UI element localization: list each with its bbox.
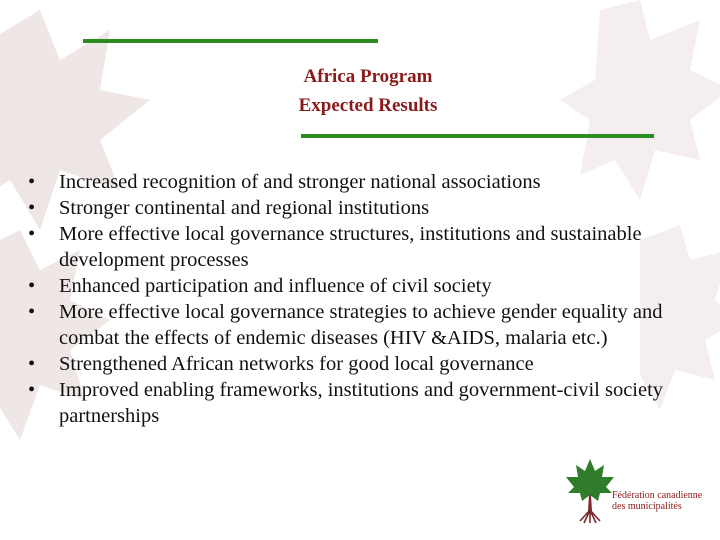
- slide-title: [190, 62, 546, 120]
- top-green-rule: [83, 39, 378, 43]
- bullet-item: [28, 221, 708, 273]
- logo-text-line-2: des municipalités: [612, 501, 682, 512]
- bullet-marker: •: [28, 171, 36, 193]
- bullet-text: Improved enabling frameworks, institutions and government-civil society partnerships: [59, 379, 664, 427]
- bullet-marker: •: [28, 301, 36, 323]
- bullet-text: More effective local governance strategies to achieve gender equality and combat the effects of endemic diseases (HIV &AIDS, malaria etc.): [59, 301, 663, 349]
- bullet-marker: •: [28, 275, 36, 297]
- fcm-logo: [560, 455, 703, 535]
- bullet-text: Increased recognition of and stronger national associations: [59, 171, 541, 193]
- logo-text-line-1: Fédération canadienne: [612, 490, 703, 501]
- bullet-text: Stronger continental and regional institutions: [59, 197, 430, 219]
- bullet-text: Strengthened African networks for good local governance: [59, 353, 534, 375]
- bullet-item: [28, 377, 708, 429]
- title-line-1: Africa Program: [303, 66, 433, 87]
- bullet-marker: •: [28, 353, 36, 375]
- bullet-marker: •: [28, 379, 36, 401]
- bullet-item: [28, 299, 708, 351]
- bullet-text: More effective local governance structures, institutions and sustainable development processes: [59, 223, 642, 271]
- maple-tree-logo-icon: [562, 455, 618, 525]
- bullet-item: [28, 351, 708, 377]
- bullet-item: [28, 195, 708, 221]
- title-line-2: Expected Results: [298, 95, 438, 116]
- bullet-marker: •: [28, 223, 36, 245]
- bullet-marker: •: [28, 197, 36, 219]
- bullet-item: [28, 273, 708, 299]
- bullet-list: [28, 169, 708, 429]
- bottom-green-rule: [301, 134, 654, 138]
- bullet-text: Enhanced participation and influence of civil society: [59, 275, 492, 297]
- bullet-item: [28, 169, 708, 195]
